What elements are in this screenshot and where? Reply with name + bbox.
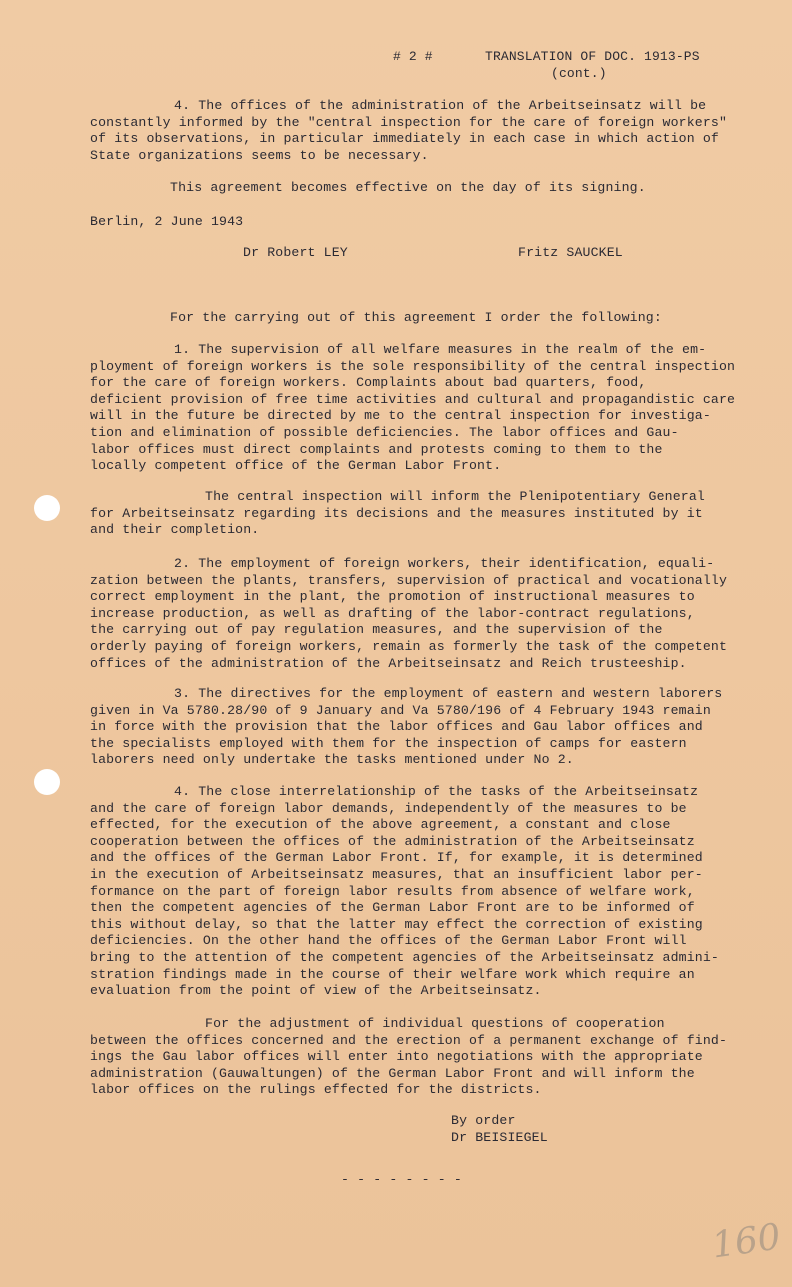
text-line: and the offices of the German Labor Front. If, for example, it is determined: [90, 850, 703, 866]
text-line: locally competent office of the German Labor Front.: [90, 458, 502, 474]
text-line: correct employment in the plant, the promotion of instructional measures to: [90, 589, 695, 605]
text-line: formance on the part of foreign labor results from absence of welfare work,: [90, 883, 695, 899]
end-mark: - - - - - - - -: [341, 1172, 462, 1187]
by-order: By order: [451, 1113, 516, 1128]
item-3: [90, 686, 722, 769]
text-line: administration (Gauwaltungen) of the German Labor Front and will inform the: [90, 1065, 695, 1081]
text-line: 4. The close interrelationship of the tasks of the Arbeitseinsatz: [174, 784, 699, 799]
text-line: labor offices must direct complaints and protests coming to them to the: [90, 441, 663, 457]
text-line: 4. The offices of the administration of the Arbeitseinsatz will be: [174, 98, 707, 113]
text-line: the carrying out of pay regulation measures, and the supervision of the: [90, 622, 663, 638]
text-line: ings the Gau labor offices will enter into negotiations with the appropriate: [90, 1049, 703, 1065]
item-5: [90, 1016, 727, 1099]
text-line: 3. The directives for the employment of eastern and western laborers: [174, 686, 723, 701]
text-line: State organizations seems to be necessary.: [90, 147, 429, 163]
text-line: labor offices on the rulings effected for the districts.: [90, 1082, 542, 1098]
text-line: in force with the provision that the labor offices and Gau labor offices and: [90, 719, 703, 735]
text-line: orderly paying of foreign workers, remain as formerly the task of the competent: [90, 638, 728, 654]
text-line: increase production, as well as drafting of the labor-contract regulations,: [90, 605, 695, 621]
place-date: Berlin, 2 June 1943: [90, 214, 244, 229]
text-line: offices of the administration of the Arbeitseinsatz and Reich trusteeship.: [90, 655, 687, 671]
order-intro: For the carrying out of this agreement I order the following:: [170, 310, 662, 325]
text-line: zation between the plants, transfers, supervision of practical and vocationally: [90, 572, 728, 588]
text-line: of its observations, in particular immediately in each case in which action of: [90, 131, 719, 147]
signer: Dr BEISIEGEL: [451, 1130, 548, 1145]
text-line: and the care of foreign labor demands, independently of the measures to be: [90, 800, 687, 816]
text-line: deficient provision of free time activities and cultural and propagandistic care: [90, 391, 736, 407]
paragraph-4-top: [90, 98, 727, 164]
text-line: this without delay, so that the latter may effect the correction of existing: [90, 916, 703, 932]
handwritten-page-number: 160: [709, 1216, 784, 1267]
text-line: cooperation between the offices of the administration of the Arbeitseinsatz: [90, 833, 695, 849]
text-line: the specialists employed with them for the inspection of camps for eastern: [90, 735, 687, 751]
text-line: for Arbeitseinsatz regarding its decisions and the measures instituted by it: [90, 505, 703, 521]
effective-clause: This agreement becomes effective on the day of its signing.: [170, 180, 646, 195]
text-line: and their completion.: [90, 522, 260, 538]
text-line: 1. The supervision of all welfare measures in the realm of the em-: [174, 342, 707, 357]
text-line: will in the future be directed by me to the central inspection for investiga-: [90, 408, 711, 424]
text-line: stration findings made in the course of their welfare work which require an: [90, 966, 695, 982]
page-number: # 2 #: [393, 49, 433, 64]
text-line: then the competent agencies of the German Labor Front are to be informed of: [90, 900, 695, 916]
punch-hole: [34, 495, 60, 521]
text-line: evaluation from the point of view of the Arbeitseinsatz.: [90, 983, 542, 999]
item-1-continued: [90, 489, 705, 539]
signatory-sauckel: Fritz SAUCKEL: [518, 245, 623, 260]
continuation-mark: (cont.): [551, 66, 607, 81]
item-4: [90, 784, 719, 1000]
text-line: constantly informed by the "central inspection for the care of foreign workers": [90, 114, 728, 130]
text-line: ployment of foreign workers is the sole responsibility of the central inspection: [90, 358, 736, 374]
text-line: bring to the attention of the competent agencies of the Arbeitseinsatz admini-: [90, 949, 719, 965]
text-line: given in Va 5780.28/90 of 9 January and Va 5780/196 of 4 February 1943 remain: [90, 702, 711, 718]
text-line: effected, for the execution of the above agreement, a constant and close: [90, 817, 671, 833]
item-1: [90, 342, 735, 475]
text-line: in the execution of Arbeitseinsatz measures, that an insufficient labor per-: [90, 866, 703, 882]
text-line: for the care of foreign workers. Complaints about bad quarters, food,: [90, 375, 647, 391]
text-line: For the adjustment of individual questions of cooperation: [205, 1016, 665, 1031]
text-line: between the offices concerned and the erection of a permanent exchange of find-: [90, 1032, 728, 1048]
item-2: [90, 556, 727, 672]
text-line: deficiencies. On the other hand the offices of the German Labor Front will: [90, 933, 687, 949]
punch-hole: [34, 769, 60, 795]
text-line: The central inspection will inform the Plenipotentiary General: [205, 489, 705, 504]
document-title: TRANSLATION OF DOC. 1913-PS: [485, 49, 700, 64]
signatory-ley: Dr Robert LEY: [243, 245, 348, 260]
text-line: tion and elimination of possible deficiencies. The labor offices and Gau-: [90, 424, 679, 440]
text-line: laborers need only undertake the tasks mentioned under No 2.: [90, 752, 574, 768]
text-line: 2. The employment of foreign workers, their identification, equali-: [174, 556, 715, 571]
